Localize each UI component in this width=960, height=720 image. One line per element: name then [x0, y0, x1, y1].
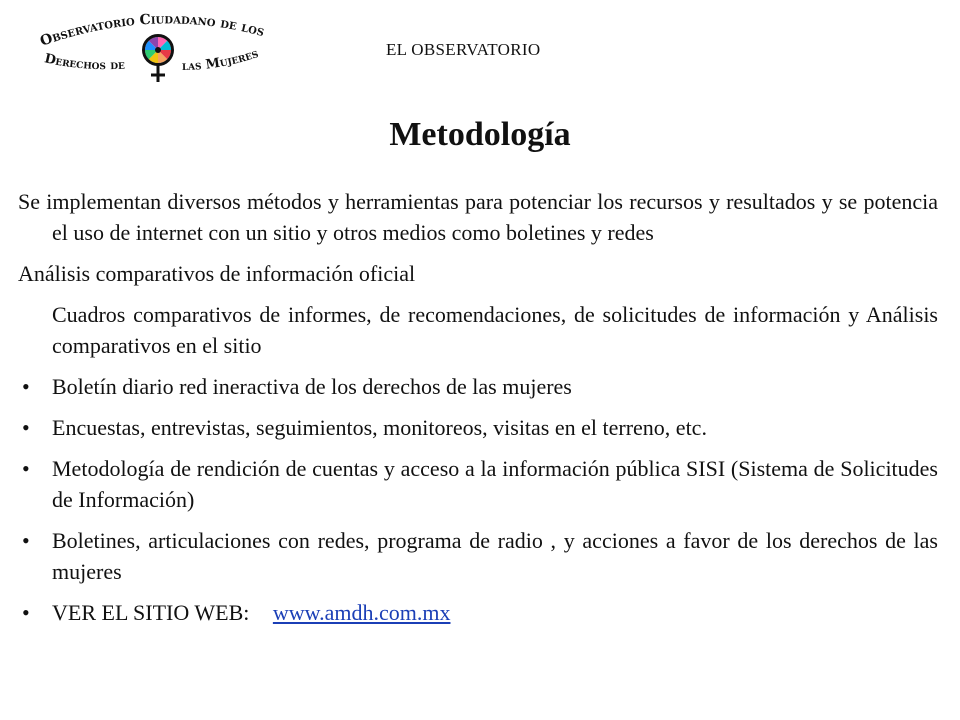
list-item — [18, 525, 938, 587]
logo-line-2-right: las Mujeres — [181, 46, 261, 75]
svg-text:las Mujeres — [182, 46, 260, 74]
list-item-text: Metodología de rendición de cuentas y acceso a la información pública SISI (Sistema de Solicitudes de Información) — [52, 456, 938, 512]
bullet-icon: • — [22, 600, 30, 625]
list-item-text: Encuestas, entrevistas, seguimientos, monitoreos, visitas en el terreno, etc. — [52, 415, 707, 440]
analysis-heading: Análisis comparativos de información oficial — [18, 261, 416, 286]
list-item-text: Boletín diario red ineractiva de los derechos de las mujeres — [52, 374, 572, 399]
venus-wheel-icon — [144, 36, 173, 65]
observatory-logo — [34, 10, 284, 86]
logo-graphic — [34, 10, 284, 86]
wheel-hub — [155, 47, 161, 53]
logo-line-2-left: Derechos de — [43, 51, 126, 74]
bullet-icon: • — [22, 456, 30, 481]
bullet-icon: • — [22, 374, 30, 399]
website-label: VER EL SITIO WEB: — [52, 600, 250, 625]
body-content — [18, 186, 938, 638]
header-tag: EL OBSERVATORIO — [386, 40, 541, 59]
methods-list — [18, 371, 938, 628]
bullet-icon: • — [22, 415, 30, 440]
svg-text:Derechos de — [43, 51, 125, 73]
intro-paragraph: Se implementan diversos métodos y herramientas para potenciar los recursos y resultados y se potencia el uso de internet con un sitio y otros medios como boletines y redes — [18, 189, 938, 245]
logo-line-1: Observatorio Ciudadano de los — [38, 11, 267, 50]
list-item-text: Boletines, articulaciones con redes, programa de radio , y acciones a favor de los derechos de las mujeres — [52, 528, 938, 584]
website-link[interactable]: www.amdh.com.mx — [272, 600, 451, 625]
analysis-detail: Cuadros comparativos de informes, de recomendaciones, de solicitudes de información y Análisis comparativos en el sitio — [52, 302, 938, 358]
list-item — [18, 371, 938, 402]
page-title: Metodología — [389, 116, 571, 153]
list-item — [18, 453, 938, 515]
website-item — [18, 597, 938, 628]
bullet-icon: • — [22, 528, 30, 553]
list-item — [18, 412, 938, 443]
